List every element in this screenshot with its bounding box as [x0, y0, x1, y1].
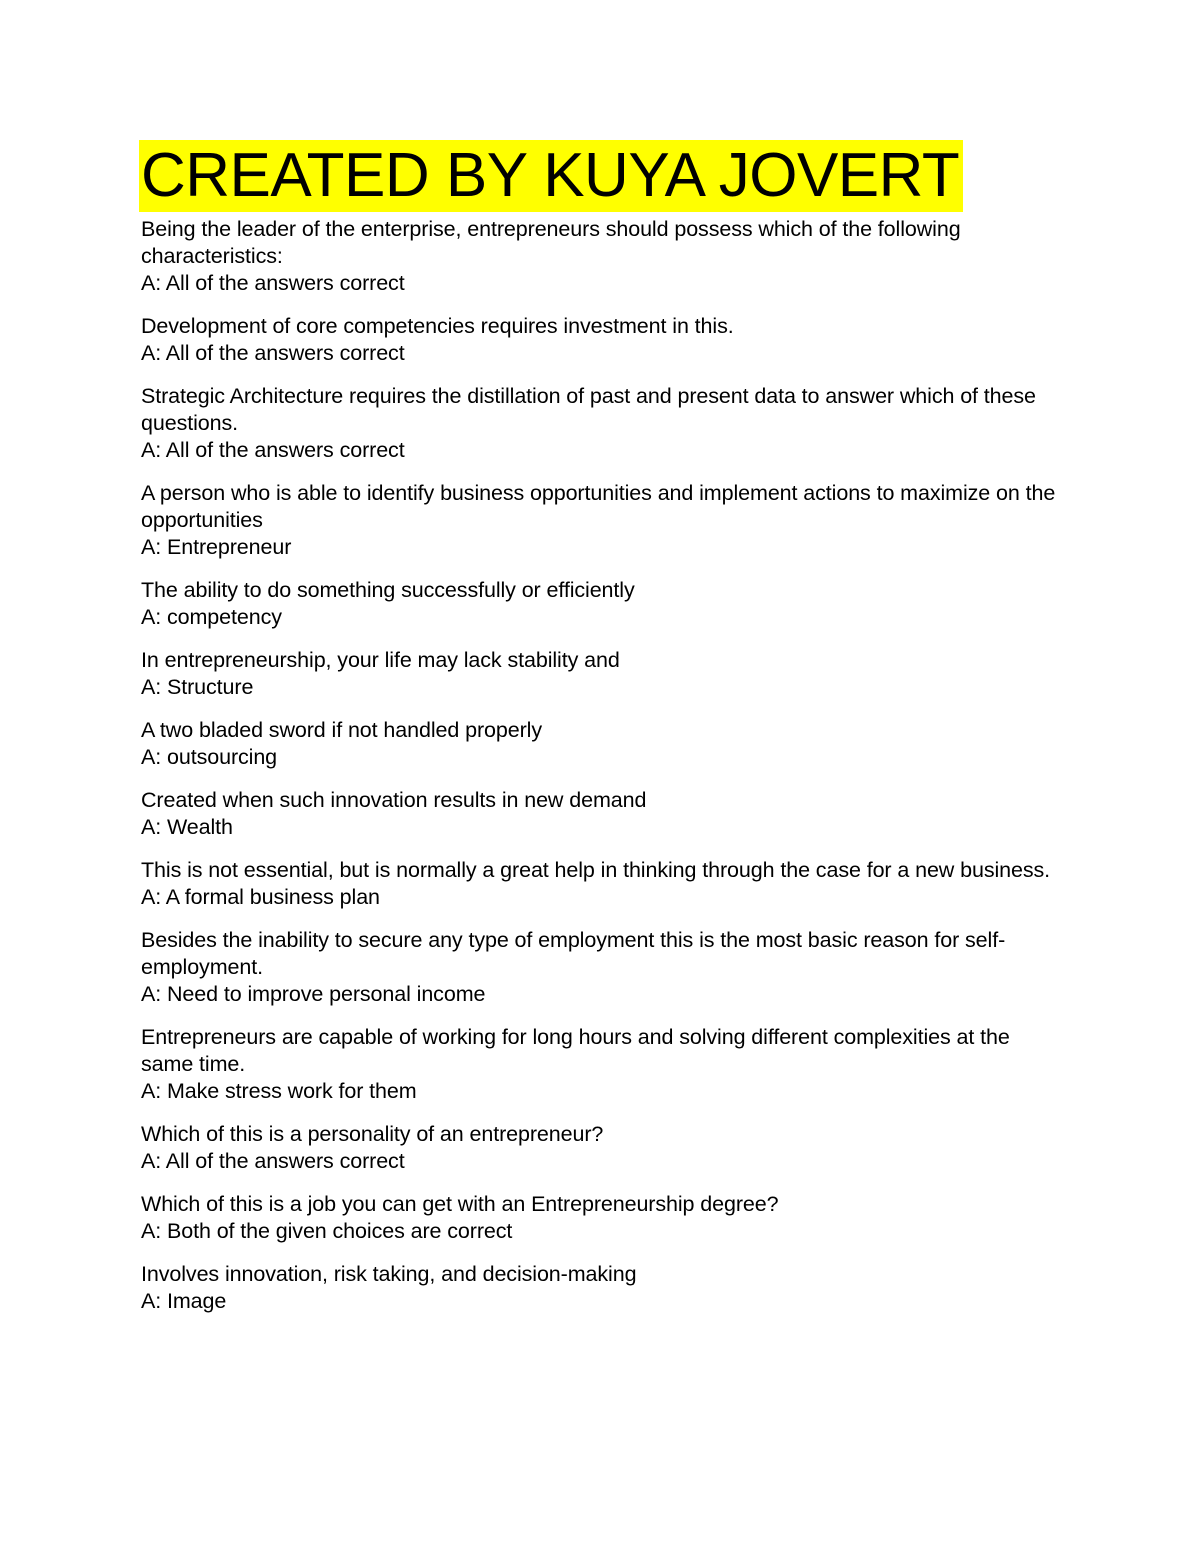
qa-item: [141, 577, 1061, 631]
answer-text: A: Both of the given choices are correct: [141, 1219, 513, 1243]
question-text: Which of this is a personality of an entrepreneur?: [141, 1122, 604, 1146]
qa-item: [141, 216, 1061, 297]
answer-text: A: Image: [141, 1289, 227, 1313]
qa-item: [141, 1191, 1061, 1245]
question-text: Besides the inability to secure any type of employment this is the most basic reason for self-employment.: [141, 928, 1006, 979]
question-text: In entrepreneurship, your life may lack stability and: [141, 648, 620, 672]
qa-item: [141, 647, 1061, 701]
qa-item: [141, 480, 1061, 561]
qa-item: [141, 787, 1061, 841]
qa-item: [141, 1121, 1061, 1175]
question-text: Entrepreneurs are capable of working for long hours and solving different complexities at the same time.: [141, 1025, 1010, 1076]
question-text: Created when such innovation results in new demand: [141, 788, 647, 812]
answer-text: A: outsourcing: [141, 745, 278, 769]
question-text: This is not essential, but is normally a great help in thinking through the case for a new business.: [141, 858, 1051, 882]
answer-text: A: Structure: [141, 675, 254, 699]
answer-text: A: Wealth: [141, 815, 233, 839]
document-title: CREATED BY KUYA JOVERT: [139, 140, 963, 212]
question-text: Which of this is a job you can get with an Entrepreneurship degree?: [141, 1192, 779, 1216]
answer-text: A: Make stress work for them: [141, 1079, 417, 1103]
qa-item: [141, 1024, 1061, 1105]
answer-text: A: competency: [141, 605, 282, 629]
qa-item: [141, 383, 1061, 464]
qa-item: [141, 717, 1061, 771]
answer-text: A: All of the answers correct: [141, 341, 405, 365]
answer-text: A: All of the answers correct: [141, 271, 405, 295]
answer-text: A: Entrepreneur: [141, 535, 292, 559]
question-text: A two bladed sword if not handled properly: [141, 718, 542, 742]
qa-item: [141, 313, 1061, 367]
qa-list: [141, 216, 1061, 1315]
question-text: A person who is able to identify business opportunities and implement actions to maximize on the opportunities: [141, 481, 1056, 532]
qa-item: [141, 927, 1061, 1008]
answer-text: A: All of the answers correct: [141, 438, 405, 462]
question-text: Involves innovation, risk taking, and decision-making: [141, 1262, 637, 1286]
qa-item: [141, 1261, 1061, 1315]
qa-item: [141, 857, 1061, 911]
question-text: Strategic Architecture requires the distillation of past and present data to answer which of these questions.: [141, 384, 1036, 435]
answer-text: A: Need to improve personal income: [141, 982, 486, 1006]
document-page: [141, 140, 1061, 1331]
answer-text: A: All of the answers correct: [141, 1149, 405, 1173]
question-text: Development of core competencies requires investment in this.: [141, 314, 734, 338]
question-text: The ability to do something successfully or efficiently: [141, 578, 635, 602]
answer-text: A: A formal business plan: [141, 885, 380, 909]
question-text: Being the leader of the enterprise, entrepreneurs should possess which of the following characteristics:: [141, 217, 961, 268]
